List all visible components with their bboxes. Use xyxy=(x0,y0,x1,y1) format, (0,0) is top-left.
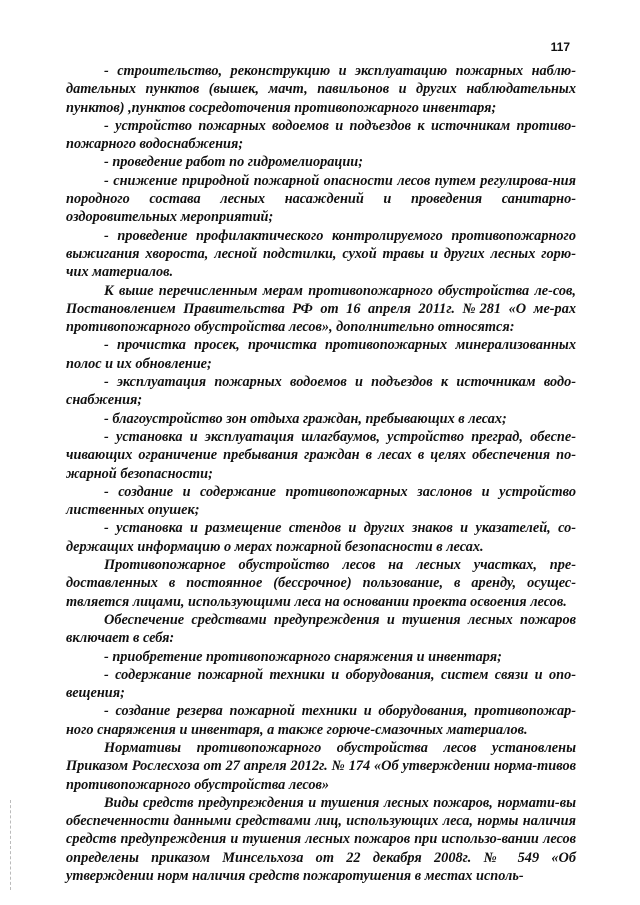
paragraph-11: - создание и содержание противопожарных заслонов и устройство лиственных опушек; xyxy=(66,483,576,519)
body-text xyxy=(66,62,576,885)
paragraph-5: - проведение профилактического контролируемого противопожарного выжигания хвороста, лесной подстилки, сухой травы и других лесных горю-чих материалов. xyxy=(66,227,576,281)
paragraph-9: - благоустройство зон отдыха граждан, пребывающих в лесах; xyxy=(104,410,507,427)
paragraph-17: - создание резерва пожарной техники и оборудования, противопожар-ного снаряжения и инвентаря, а также горюче-смазочных материалов. xyxy=(66,703,576,738)
paragraph-15: - приобретение противопожарного снаряжения и инвентаря; xyxy=(104,648,502,665)
paragraph-2: - устройство пожарных водоемов и подъездов к источникам противо-пожарного водоснабжения; xyxy=(66,117,576,153)
paragraph-10: - установка и эксплуатация шлагбаумов, устройство преград, обеспе-чивающих ограничение пребывания граждан в лесах в целях обеспечения по-жарной безопасности; xyxy=(66,428,576,482)
paragraph-4: - снижение природной пожарной опасности лесов путем регулирова-ния породного состава лесных насаждений и проведения санитарно-оздоровительных мероприятий; xyxy=(66,172,576,226)
paragraph-7: - прочистка просек, прочистка противопожарных минерализованных полос и их обновление; xyxy=(66,337,576,372)
paragraph-18: Нормативы противопожарного обустройства лесов установлены Приказом Рослесхоза от 27 апреля 2012г. № 174 «Об утверждении норма-тивов противопожарного обустройства лесов» xyxy=(66,739,576,793)
paragraph-16: - содержание пожарной техники и оборудования, систем связи и опо-вещения; xyxy=(66,666,576,702)
paragraph-3: - проведение работ по гидромелиорации; xyxy=(104,154,363,171)
paragraph-1: - строительство, реконструкцию и эксплуатацию пожарных наблю-дательных пунктов (вышек, мачт, павильонов и других наблюдательных пунктов) ,пунктов сосредоточения противопожарного инвентаря; xyxy=(66,63,576,116)
page-number: 117 xyxy=(550,40,570,54)
paragraph-13: Противопожарное обустройство лесов на лесных участках, пре-доставленных в постоянное (бессрочное) пользование, в аренду, осущес-твляется лицами, использующими леса на основании проекта освоения лесов. xyxy=(66,557,576,610)
paragraph-12: - установка и размещение стендов и других знаков и указателей, со-держащих информацию о мерах пожарной безопасности в лесах. xyxy=(66,520,576,555)
scan-margin-mark xyxy=(10,800,12,890)
paragraph-6: К выше перечисленным мерам противопожарного обустройства ле-сов, Постановлением Правительства РФ от 16 апреля 2011г. №281 «О ме-рах противопожарного обустройства лесов», дополнительно относятся: xyxy=(66,282,576,336)
paragraph-19: Виды средств предупреждения и тушения лесных пожаров, нормати-вы обеспеченности данными средствами лиц, использующих леса, нормы наличия средств предупреждения и тушения лесных пожаров при использо-вании лесов определены приказом Минсельхоза от 22 декабря 2008г. № 549 «Об утверждении норм наличия средств пожаротушения в местах исполь- xyxy=(66,794,576,885)
paragraph-14: Обеспечение средствами предупреждения и тушения лесных пожаров включает в себя: xyxy=(66,611,576,647)
paragraph-8: - эксплуатация пожарных водоемов и подъездов к источникам водо-снабжения; xyxy=(66,374,576,409)
